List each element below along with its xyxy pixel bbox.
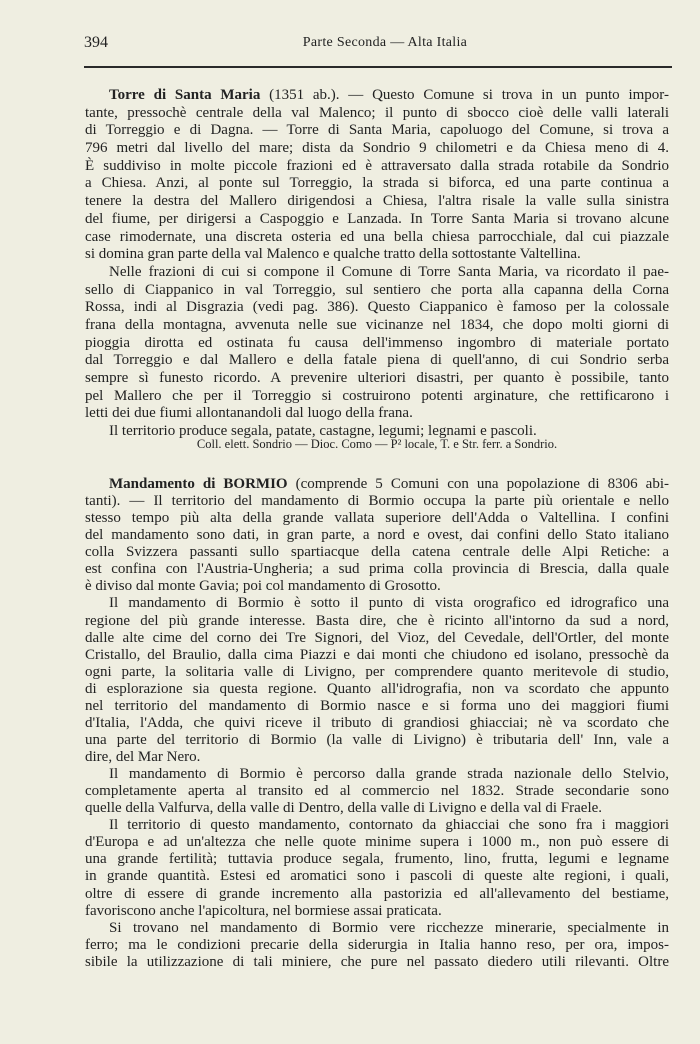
entry-heading: Torre di Santa Maria (109, 87, 261, 103)
line-text: colla Svizzera passanti sullo spartiacque della catena centrale delle Alpi Retiche: a (85, 544, 669, 561)
text-line (85, 732, 669, 749)
text-line (85, 834, 669, 851)
line-text: est confina con l'Austria-Ungheria; a sud prima colla provincia di Brescia, dalla quale (85, 561, 669, 578)
line-text: Nelle frazioni di cui si compone il Comune di Torre Santa Maria, va ricordato il pae- (109, 263, 669, 280)
line-text: dal Torreggio e dal Mallero e della fatale piena di quell'anno, di cui Sondrio serba (85, 352, 669, 369)
line-text: pel Mallero che per il Torreggio si costruirono potenti arginature, che rettificarono i (85, 387, 669, 404)
line-text: Rossa, indi al Disgrazia (vedi pag. 386). Questo Ciappanico è famoso per la colossale (85, 299, 669, 316)
administrative-note: Coll. elett. Sondrio — Dioc. Como — P² locale, T. e Str. ferr. a Sondrio. (196, 437, 558, 451)
paragraph (85, 766, 669, 817)
entry-heading: Mandamento di BORMIO (109, 476, 288, 492)
line-text: tanti). — Il territorio del mandamento di Bormio occupa la parte più orientale e nello (85, 493, 669, 510)
text-line (85, 630, 669, 647)
line-text: una parte del territorio di Bormio (la valle di Livigno) è tributaria dell' Inn, vale a (85, 731, 669, 748)
text-line (85, 800, 669, 817)
text-line (85, 87, 669, 105)
text-line (85, 578, 669, 595)
line-text: 796 metri dal livello del mare; dista da Sondrio 9 chilometri e da Chiesa meno di 4. (85, 140, 669, 157)
page-number: 394 (84, 34, 108, 51)
text-line (85, 122, 669, 140)
text-line (85, 229, 669, 247)
line-text: è diviso dal monte Gavia; poi col mandamento di Grosotto. (85, 578, 441, 595)
text-line (85, 544, 669, 561)
line-text: Il mandamento di Bormio è sotto il punto di vista orografico ed idrografico una (109, 595, 669, 612)
line-text: stesso tempo più alta della grande vallata superiore dell'Adda o Valtellina. I confini (85, 510, 669, 527)
text-line (85, 664, 669, 681)
line-text: d'Italia, l'Adda, che quivi riceve il tributo di grandiosi ghiacciai; nè va scordato che (85, 714, 669, 731)
text-line (85, 613, 669, 630)
text-line (85, 246, 669, 264)
text-line (85, 335, 669, 353)
text-line (85, 920, 669, 937)
text-line (85, 886, 669, 903)
line-text: sibile la utilizzazione di tali miniere, che pure nel passato diedero utili rilevanti. Oltre (85, 953, 669, 970)
line-text: (1351 ab.). — Questo Comune si trova in un punto impor- (260, 87, 669, 103)
section-mandamento-di-bormio (85, 476, 669, 971)
line-text: oltre di essere di grande incremento alla pastorizia ed all'allevamento del bestiame, (85, 885, 669, 902)
line-text: Il territorio produce segala, patate, castagne, legumi; legnami e pascoli. (109, 423, 537, 440)
text-line (85, 937, 669, 954)
line-text: ogni parte, la solitaria valle di Livigno, per comprendere quanto meritevole di studio, (85, 663, 669, 680)
line-text: frana della montagna, avvenuta nelle sue vicinanze nel 1834, che dopo molti giorni di (85, 316, 669, 333)
line-text: dire, del Mar Nero. (85, 749, 201, 765)
text-line (85, 681, 669, 698)
line-text: regione del più grande interesse. Basta dire, che è ricinto all'intorno da sud a nord, (85, 612, 669, 629)
text-line (85, 388, 669, 406)
text-line (85, 476, 669, 493)
line-text: d'Europa e ad un'altezza che nelle quote minime supera i 1000 m., non può essere di (85, 834, 669, 851)
text-line (85, 817, 669, 834)
text-line (85, 370, 669, 388)
line-text: favoriscono anche l'apicoltura, nel bormiese assai praticata. (85, 902, 442, 919)
text-line (85, 561, 669, 578)
line-text: di Torreggio e di Dagna. — Torre di Santa Maria, capoluogo del Comune, si trova a (85, 122, 669, 139)
line-text: di esplorazione sia questa regione. Quanto all'idrografia, non va scordato che appunto (85, 680, 669, 697)
paragraph (85, 595, 669, 766)
text-line (85, 317, 669, 335)
line-text: case rimodernate, una discreta osteria ed una bella chiesa parrocchiale, dal cui piazzale (85, 228, 669, 245)
line-text: Il mandamento di Bormio è percorso dalla grande strada nazionale dello Stelvio, (109, 766, 669, 783)
line-text: dalle alte cime del corno dei Tre Signori, del Vioz, del Cevedale, dell'Ortler, del monte (85, 629, 669, 646)
text-line (85, 493, 669, 510)
text-line (85, 140, 669, 158)
text-line (85, 527, 669, 544)
line-text: si domina gran parte della val Malenco e qualche tratto della sottostante Valtellina. (85, 246, 581, 263)
text-line (85, 783, 669, 800)
line-text: sempre sì funesto ricordo. A prevenire ulteriori disastri, per quanto è possibile, tanto (85, 370, 669, 386)
text-line (85, 954, 669, 971)
line-text: Si trovano nel mandamento di Bormio vere ricchezze minerarie, specialmente in (109, 919, 669, 936)
line-text: tenere la destra del Mallero dirigendosi a Chiesa, l'altra risale la valle sulla sinistra (85, 193, 669, 210)
line-text: Il territorio di questo mandamento, contornato da ghiacciai che sono fra i maggiori (109, 817, 669, 834)
line-text: letti dei due fiumi allontanandoli dal luogo della frana. (85, 405, 413, 422)
text-line (85, 868, 669, 885)
line-text: una grande fertilità; tuttavia produce segala, frumento, lino, frutta, legumi e legname (85, 851, 669, 868)
text-line (85, 352, 669, 370)
text-line (85, 282, 669, 300)
paragraph (85, 920, 669, 971)
line-text: in grande quantità. Estesi ed aromatici sono i pascoli di queste alte regioni, i quali, (85, 868, 669, 885)
text-line (85, 510, 669, 527)
text-line (85, 903, 669, 920)
line-text: del fiume, per dirigersi a Caspoggio e Lanzada. In Torre Santa Maria si trovano alcune (85, 210, 669, 227)
text-line (85, 299, 669, 317)
line-text: del mandamento sono dati, in gran parte, a nord e ovest, dai confini dello Stato italiano (85, 527, 669, 544)
line-text: quelle della Valfurva, della valle di Dentro, della valle di Livigno e della val di Fraele. (85, 800, 603, 817)
line-text: sello di Ciappanico in val Torreggio, sul sentiero che porta alla capanna della Corna (85, 281, 669, 298)
line-text: ferro; ma le condizioni precarie della siderurgia in Italia hanno reso, per ora, impos- (85, 936, 669, 953)
paragraph (85, 87, 669, 264)
text-line (85, 766, 669, 783)
line-text: È suddiviso in molte piccole frazioni ed è attraversato dalla strada rotabile da Sondrio (85, 157, 669, 174)
paragraph (85, 264, 669, 423)
line-text: (comprende 5 Comuni con una popolazione di 8306 abi- (287, 476, 669, 492)
paragraph (85, 476, 669, 595)
section-torre-di-santa-maria (85, 87, 669, 441)
line-text: pioggia dirotta ed ostinata fu causa dell'immenso ingombro di materiale portato (85, 334, 669, 351)
text-line (85, 175, 669, 193)
line-text: completamente aperta al transito ed al commercio nel 1832. Strade secondarie sono (85, 783, 669, 800)
text-line (85, 158, 669, 176)
text-line (85, 211, 669, 229)
text-line (85, 851, 669, 868)
line-text: a Chiesa. Anzi, al ponte sul Torreggio, la strada si biforca, ed una parte continua a (85, 175, 669, 192)
header-rule (84, 66, 672, 68)
text-line (85, 264, 669, 282)
line-text: nel territorio del mandamento di Bormio nasce e si forma uno dei maggiori fiumi (85, 697, 669, 714)
paragraph (85, 817, 669, 919)
line-text: Cristallo, del Braulio, dalla cima Piazzi e dai monti che chiudono ed isolano, pressochè da (85, 646, 669, 663)
running-title: Parte Seconda — Alta Italia (302, 35, 468, 50)
text-line (85, 647, 669, 664)
text-line (85, 193, 669, 211)
text-line (85, 595, 669, 612)
text-line (85, 749, 669, 766)
text-line (85, 715, 669, 732)
text-line (85, 698, 669, 715)
text-line (85, 105, 669, 123)
text-line (85, 405, 669, 423)
line-text: tante, pressochè centrale della val Malenco; il punto di sbocco cioè delle valli laterali (85, 104, 669, 121)
